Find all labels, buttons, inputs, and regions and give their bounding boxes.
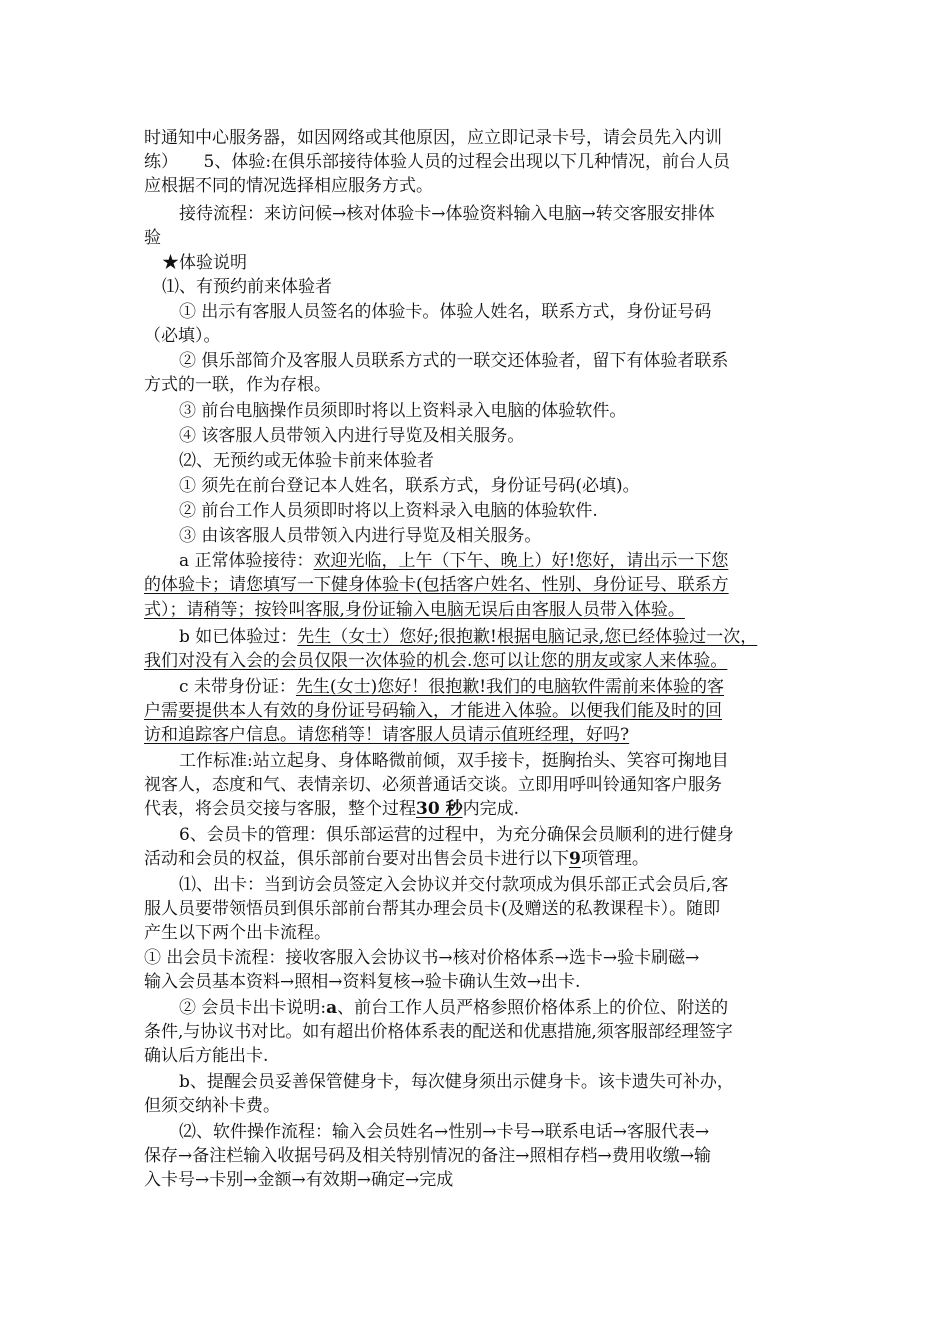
- text-line: 方式的一联，作为存根。: [144, 375, 331, 395]
- card-issue-line: ⑴、出卡：当到访会员签定入会协议并交付款项成为俱乐部正式会员后,客: [179, 875, 729, 895]
- card-note-line: 确认后方能出卡.: [144, 1046, 269, 1066]
- card-note-line: 但须交纳补卡费。: [144, 1096, 280, 1116]
- text-line: ③ 由该客服人员带领入内进行导览及相关服务。: [179, 526, 542, 546]
- card-flow-line: ① 出会员卡流程：接收客服入会协议书→核对价格体系→选卡→验卡刷磁→: [144, 948, 700, 968]
- text-span: 代表，将会员交接与客服，整个过程: [144, 799, 416, 819]
- script-c-label: c 未带身份证：: [179, 677, 296, 697]
- text-line: 时通知中心服务器，如因网络或其他原因，应立即记录卡号，请会员先入内训: [144, 128, 722, 148]
- text-span: ② 会员卡出卡说明:: [179, 998, 327, 1018]
- text-line: ② 前台工作人员须即时将以上资料录入电脑的体验软件.: [179, 501, 598, 521]
- card-flow-line: 输入会员基本资料→照相→资料复核→验卡确认生效→出卡.: [144, 972, 581, 992]
- text-line: ① 出示有客服人员签名的体验卡。体验人姓名，联系方式，身份证号码: [179, 302, 712, 322]
- card-issue-line: 产生以下两个出卡流程。: [144, 923, 331, 943]
- text-span: a: [326, 998, 338, 1018]
- card-note-line: [179, 996, 849, 1020]
- script-b-text: 先生（女士）您好;很抱歉!根据电脑记录,您已经体验过一次，: [297, 627, 758, 647]
- text-span: 内完成.: [462, 799, 519, 819]
- section-heading-trial: ★体验说明: [162, 253, 247, 273]
- text-line: （必填）。: [144, 326, 221, 346]
- card-management-line: 6、会员卡的管理：俱乐部运营的过程中，为充分确保会员顺利的进行健身: [179, 825, 734, 845]
- text-line: 练） 5、体验:在俱乐部接待体验人员的过程会出现以下几种情况，前台人员: [144, 152, 731, 172]
- script-c-line: [179, 675, 849, 699]
- script-b-line: 我们对没有入会的会员仅限一次体验的机会.您可以让您的朋友或家人来体验。: [144, 651, 728, 671]
- script-b-label: b 如已体验过：: [179, 627, 298, 647]
- script-a-line: 的体验卡；请您填写一下健身体验卡(包括客户姓名、性别、身份证号、联系方: [144, 575, 729, 595]
- text-line: ④ 该客服人员带领入内进行导览及相关服务。: [179, 426, 525, 446]
- card-note-line: 条件,与协议书对比。如有超出价格体系表的配送和优惠措施,须客服部经理签字: [144, 1022, 733, 1042]
- script-c-text: 先生(女士)您好！很抱歉!我们的电脑软件需前来体验的客: [295, 677, 725, 697]
- script-c-line: 访和追踪客户信息。请您稍等！请客服人员请示值班经理，好吗?: [144, 725, 630, 745]
- text-line: 应根据不同的情况选择相应服务方式。: [144, 176, 433, 196]
- software-flow-line: 保存→备注栏输入收据号码及相关特别情况的备注→照相存档→费用收缴→输: [144, 1146, 711, 1166]
- software-flow-line: ⑵、软件操作流程：输入会员姓名→性别→卡号→联系电话→客服代表→: [179, 1122, 710, 1142]
- text-span: 活动和会员的权益，俱乐部前台要对出售会员卡进行以下: [144, 849, 569, 869]
- text-line: ② 俱乐部简介及客服人员联系方式的一联交还体验者，留下有体验者联系: [179, 351, 729, 371]
- work-standard-line: [144, 797, 814, 821]
- text-line: 验: [144, 228, 161, 248]
- text-line: ③ 前台电脑操作员须即时将以上资料录入电脑的体验软件。: [179, 401, 627, 421]
- script-a-label: a 正常体验接待：: [179, 551, 314, 571]
- work-standard-line: 视客人，态度和气、表情亲切、必须普通话交谈。立即用呼叫铃通知客户服务: [144, 775, 722, 795]
- script-a-text: 欢迎光临，上午（下午、晚上）好!您好，请出示一下您: [313, 551, 729, 571]
- card-issue-line: 服人员要带领悟员到俱乐部前台帮其办理会员卡(及赠送的私教课程卡）。随即: [144, 899, 721, 919]
- script-a-line: 式）；请稍等；按铃叫客服,身份证输入电脑无误后由客服人员带入体验。: [144, 600, 685, 620]
- script-c-line: 户需要提供本人有效的身份证号码输入，才能进入体验。以便我们能及时的回: [144, 701, 722, 721]
- work-standard-line: 工作标准:站立起身、身体略微前倾，双手接卡，挺胸抬头、笑容可掬地目: [179, 751, 729, 771]
- script-a-line: [179, 549, 849, 573]
- card-note-line: b、提醒会员妥善保管健身卡，每次健身须出示健身卡。该卡遗失可补办，: [179, 1072, 734, 1092]
- reception-flow-line: 接待流程：来访问候→核对体验卡→体验资料输入电脑→转交客服安排体: [179, 204, 715, 224]
- text-line: ① 须先在前台登记本人姓名，联系方式，身份证号码(必填)。: [179, 476, 640, 496]
- card-management-line: [144, 847, 814, 871]
- subheading-unreserved: ⑵、无预约或无体验卡前来体验者: [179, 451, 434, 471]
- script-b-line: [179, 625, 849, 649]
- text-span: 、前台工作人员严格参照价格体系上的价位、附送的: [337, 998, 729, 1018]
- item-count-value: 9: [569, 849, 581, 869]
- software-flow-line: 入卡号→卡别→金额→有效期→确定→完成: [144, 1170, 454, 1190]
- subheading-reserved: ⑴、有预约前来体验者: [162, 277, 332, 297]
- text-span: 项管理。: [580, 849, 649, 869]
- time-limit-value: 30 秒: [416, 799, 463, 819]
